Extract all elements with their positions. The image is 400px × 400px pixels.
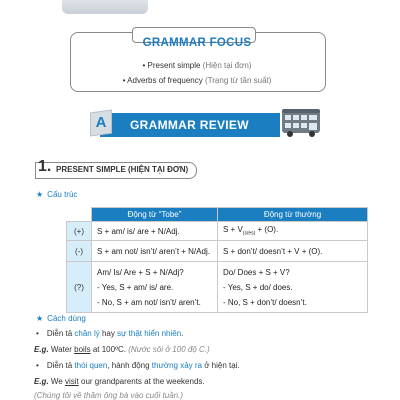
verb-cell: $S + V_{(s/es)} + (O)$. (218, 222, 368, 241)
row-label: (?) (67, 262, 92, 313)
double-decker-bus-icon (279, 106, 323, 138)
structure-heading: ★ Cấu trúc (36, 190, 78, 199)
tobe-cell: Am/ Is/ Are + S + N/Adj? - Yes, S + am/ is/ are. - No, S + am not/ isn’t/ aren’t. (92, 262, 218, 313)
bullet-dot: • (36, 329, 39, 338)
usage-bullet: • Diễn tả thói quen, hành động thường xảy ra ở hiện tại. (36, 361, 240, 370)
banner-letter: A (95, 114, 107, 131)
section-title: PRESENT SIMPLE (HIỆN TẠI ĐƠN) (56, 165, 189, 174)
verb-cell: S + don’t/ doesn’t + V + (O). (218, 241, 368, 262)
tobe-cell: S + am not/ isn’t/ aren’t + N/Adj. (92, 241, 218, 262)
banner-title: GRAMMAR REVIEW (130, 118, 249, 132)
table-row (67, 241, 368, 262)
tobe-cell: S + am/ is/ are + N/Adj. (92, 222, 218, 241)
section-number: 1. (38, 158, 52, 175)
star-icon: ★ (36, 190, 44, 199)
table-row (67, 262, 368, 313)
row-label: (-) (67, 241, 92, 262)
row-label: (+) (67, 222, 92, 241)
usage-bullet: • Diễn tả chân lý hay sự thật hiển nhiên. (36, 329, 184, 338)
column-header-tobe: Động từ “Tobe” (92, 208, 218, 222)
structure-table (66, 207, 368, 313)
example-line: E.g. We visit our grandparents at the weekends. (34, 377, 205, 386)
grammar-focus-list (70, 58, 324, 88)
grammar-focus-title: GRAMMAR FOCUS (142, 37, 252, 49)
grammar-focus-item: • Present simple (Hiện tại đơn) (142, 61, 252, 70)
column-header-verb: Động từ thường (218, 208, 368, 222)
example-line: E.g. Water boils at 100ºC. (Nước sôi ở 100 độ C.) (34, 345, 210, 354)
example-translation: (Chúng tôi về thăm ông bà vào cuối tuần.) (34, 391, 183, 400)
book-cover-decoration (62, 0, 148, 14)
star-icon: ★ (36, 314, 44, 323)
table-corner (67, 208, 92, 222)
table-row (67, 222, 368, 241)
table-header-row (67, 208, 368, 222)
bullet-dot: • (36, 361, 39, 370)
usage-heading: ★ Cách dùng (36, 314, 86, 323)
grammar-focus-item: • Adverbs of frequency (Trạng từ tần suất) (122, 76, 272, 85)
verb-cell: Do/ Does + S + V? - Yes, S + do/ does. - No, S + don’t/ doesn’t. (218, 262, 368, 313)
